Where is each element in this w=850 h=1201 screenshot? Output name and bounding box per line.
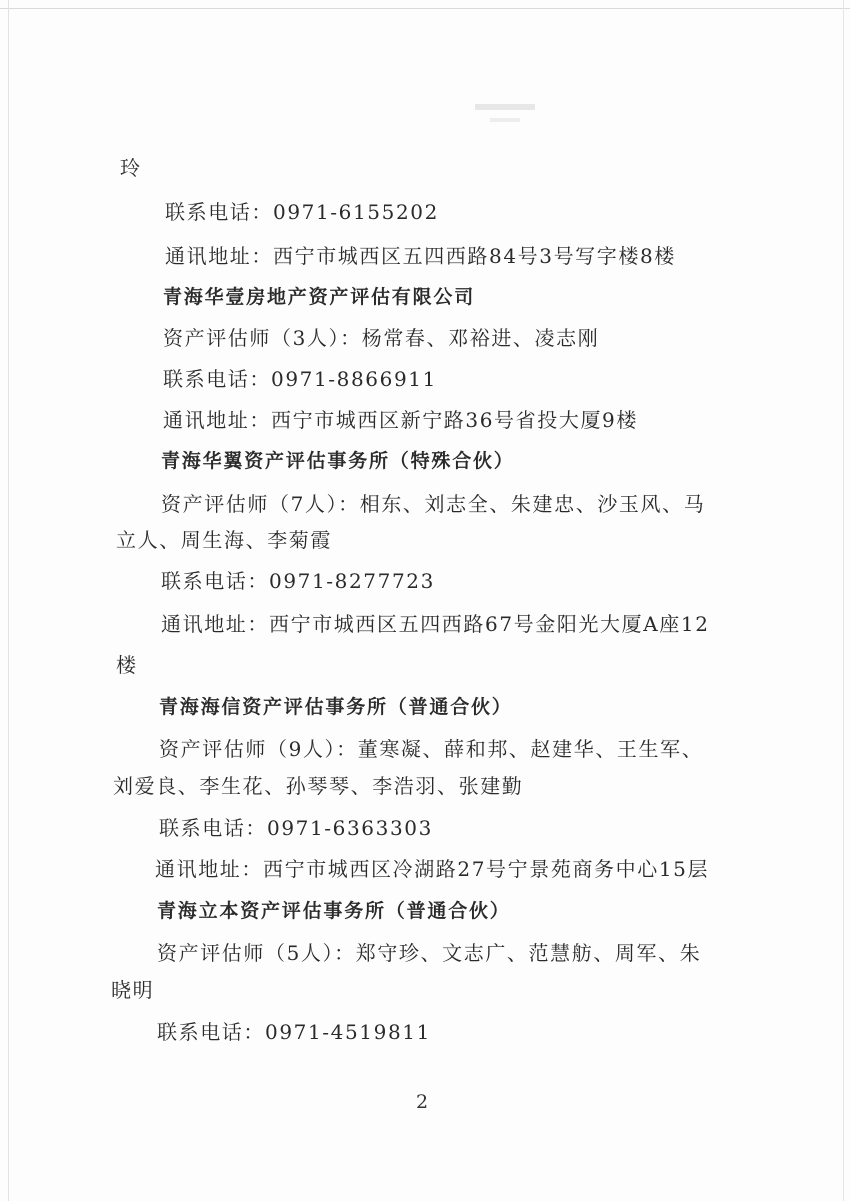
mailing-address: 通讯地址：西宁市城西区五四西路67号金阳光大厦A座12 bbox=[161, 612, 710, 636]
contact-phone: 联系电话：0971-8866911 bbox=[163, 367, 437, 391]
contact-phone: 联系电话：0971-6363303 bbox=[159, 816, 433, 840]
mailing-address: 通讯地址：西宁市城西区冷湖路27号宁景苑商务中心15层 bbox=[155, 857, 710, 881]
contact-phone: 联系电话：0971-4519811 bbox=[157, 1020, 431, 1044]
scan-edge-right bbox=[843, 0, 844, 1201]
contact-phone: 联系电话：0971-8277723 bbox=[161, 569, 435, 593]
scan-edge-left bbox=[8, 0, 9, 1201]
appraisers-list: 资产评估师（3人）：杨常春、邓裕进、凌志刚 bbox=[163, 326, 600, 350]
appraisers-list-continued: 立人、周生海、李菊霞 bbox=[116, 528, 332, 552]
faint-show-through-mark bbox=[470, 96, 550, 136]
contact-phone: 联系电话：0971-6155202 bbox=[165, 200, 439, 224]
appraisers-list-continued: 刘爱良、李生花、孙琴琴、李浩羽、张建勤 bbox=[113, 774, 524, 798]
mailing-address: 通讯地址：西宁市城西区五四西路84号3号写字楼8楼 bbox=[165, 244, 676, 268]
firm-name-heading: 青海华壹房地产资产评估有限公司 bbox=[163, 286, 476, 308]
appraisers-list: 资产评估师（7人）：相东、刘志全、朱建忠、沙玉风、马 bbox=[161, 492, 706, 516]
continuation-text: 玲 bbox=[120, 156, 142, 180]
firm-name-heading: 青海华翼资产评估事务所（特殊合伙） bbox=[161, 450, 515, 472]
mailing-address-continued: 楼 bbox=[116, 653, 138, 677]
page-number: 2 bbox=[416, 1091, 429, 1113]
scan-edge-top bbox=[0, 8, 850, 9]
firm-name-heading: 青海立本资产评估事务所（普通合伙） bbox=[157, 900, 511, 922]
appraisers-list: 资产评估师（9人）：董寒凝、薛和邦、赵建华、王生军、 bbox=[159, 737, 704, 761]
firm-name-heading: 青海海信资产评估事务所（普通合伙） bbox=[159, 696, 513, 718]
appraisers-list: 资产评估师（5人）：郑守珍、文志广、范慧舫、周军、朱 bbox=[157, 941, 702, 965]
mailing-address: 通讯地址：西宁市城西区新宁路36号省投大厦9楼 bbox=[163, 408, 638, 432]
appraisers-list-continued: 晓明 bbox=[111, 978, 155, 1002]
